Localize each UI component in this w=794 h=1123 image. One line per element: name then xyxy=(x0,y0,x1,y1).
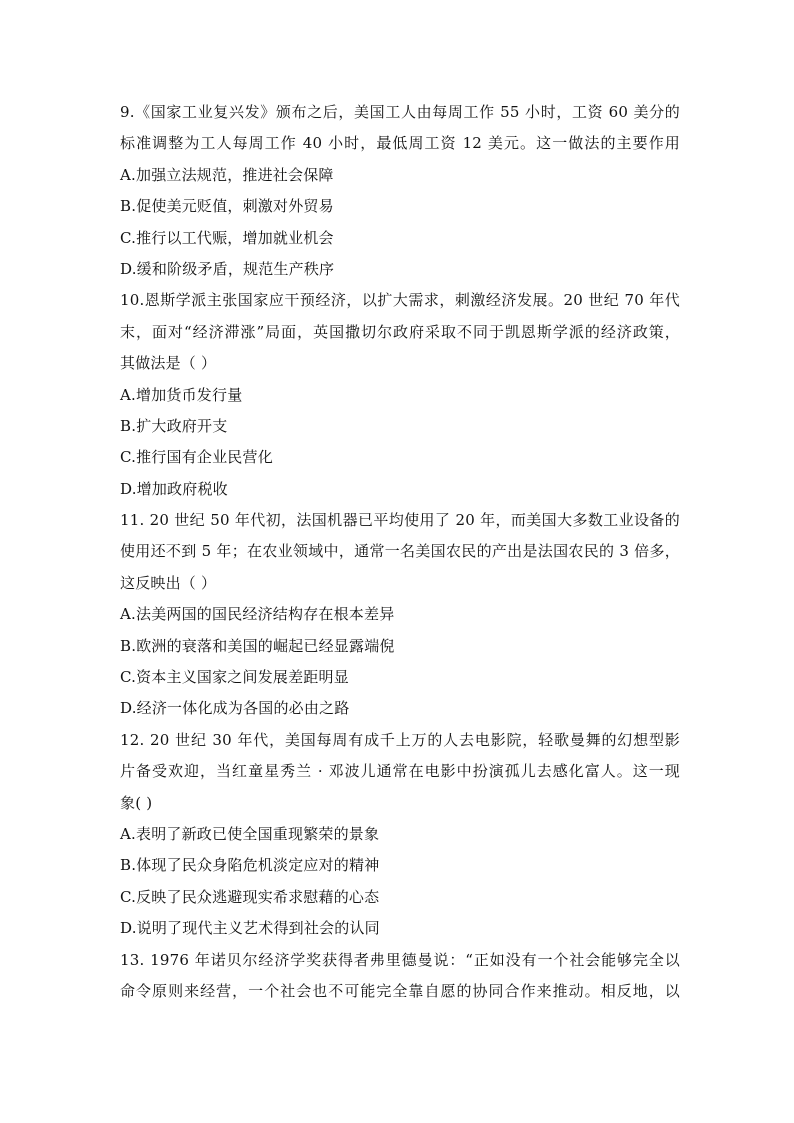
question-13 xyxy=(120,945,680,1008)
question-11-option-b: B.欧洲的衰落和美国的崛起已经显露端倪 xyxy=(120,636,395,655)
question-12-option-a: A.表明了新政已使全国重现繁荣的景象 xyxy=(120,824,380,843)
question-11-option-a: A.法美两国的国民经济结构存在根本差异 xyxy=(120,605,395,624)
question-12 xyxy=(120,725,680,945)
question-9-option-c: C.推行以工代赈，增加就业机会 xyxy=(120,228,334,247)
question-9-option-d: D.缓和阶级矛盾，规范生产秩序 xyxy=(120,259,335,278)
question-9-option-a: A.加强立法规范，推进社会保障 xyxy=(120,165,334,184)
question-10-stem-line-1: 10.恩斯学派主张国家应干预经济，以扩大需求，刺激经济发展。20 世纪 70 年代 xyxy=(120,291,680,310)
question-11-stem-line-2: 使用还不到 5 年；在农业领域中，通常一名美国农民的产出是法国农民的 3 倍多， xyxy=(120,542,680,561)
question-10-stem-line-2: 末，面对“经济滞涨”局面，英国撒切尔政府采取不同于凯恩斯学派的经济政策， xyxy=(120,322,680,341)
question-12-stem-line-3: 象( ) xyxy=(120,793,153,812)
question-10-option-a: A.增加货币发行量 xyxy=(120,385,243,404)
question-10-option-d: D.增加政府税收 xyxy=(120,479,228,498)
question-13-stem-line-1: 13. 1976 年诺贝尔经济学奖获得者弗里德曼说：“正如没有一个社会能够完全以 xyxy=(120,950,680,969)
question-12-stem-line-2: 片备受欢迎，当红童星秀兰 · 邓波儿通常在电影中扮演孤儿去感化富人。这一现 xyxy=(120,762,680,781)
question-9-stem-line-2: 标准调整为工人每周工作 40 小时，最低周工资 12 美元。这一做法的主要作用 xyxy=(120,134,680,153)
question-11-stem-line-3: 这反映出（ ） xyxy=(120,573,217,592)
question-13-stem-line-2: 命令原则来经营，一个社会也不可能完全靠自愿的协同合作来推动。相反地，以 xyxy=(120,981,680,1000)
question-12-stem-line-1: 12. 20 世纪 30 年代，美国每周有成千上万的人去电影院，轻歌曼舞的幻想型影 xyxy=(120,730,680,749)
question-12-option-d: D.说明了现代主义艺术得到社会的认同 xyxy=(120,919,380,938)
question-12-option-b: B.体现了民众身陷危机淡定应对的精神 xyxy=(120,856,380,875)
question-9-stem-line-1: 9.《国家工业复兴发》颁布之后，美国工人由每周工作 55 小时，工资 60 美分的 xyxy=(120,103,680,121)
question-10 xyxy=(120,285,680,505)
question-9-option-b: B.促使美元贬值，刺激对外贸易 xyxy=(120,197,334,216)
question-9 xyxy=(120,97,680,285)
question-10-stem-line-3: 其做法是（ ） xyxy=(120,354,217,373)
question-11-option-c: C.资本主义国家之间发展差距明显 xyxy=(120,668,349,687)
question-11-option-d: D.经济一体化成为各国的必由之路 xyxy=(120,699,350,718)
question-10-option-c: C.推行国有企业民营化 xyxy=(120,448,273,467)
question-11-stem-line-1: 11. 20 世纪 50 年代初，法国机器已平均使用了 20 年，而美国大多数工业设备的 xyxy=(120,511,680,530)
question-10-option-b: B.扩大政府开支 xyxy=(120,416,228,435)
question-11 xyxy=(120,505,680,725)
question-12-option-c: C.反映了民众逃避现实希求慰藉的心态 xyxy=(120,887,380,906)
question-list xyxy=(120,97,680,1007)
